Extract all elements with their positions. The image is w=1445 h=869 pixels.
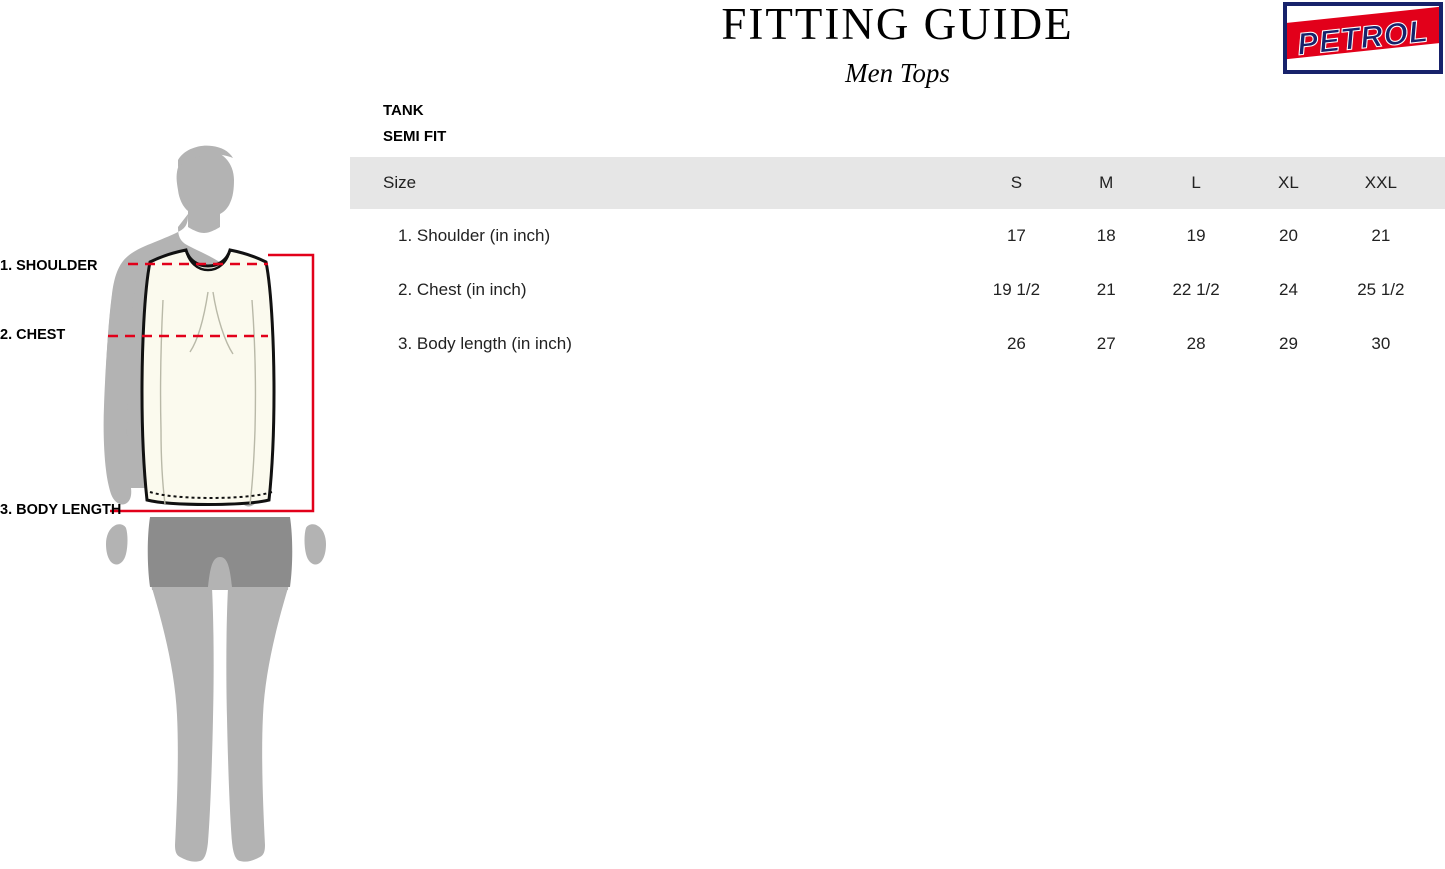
size-table (350, 157, 1445, 371)
row-label-shoulder: 1. Shoulder (in inch) (398, 226, 551, 245)
cell-shoulder-l: 19 (1186, 226, 1206, 245)
size-chart-panel (350, 98, 1445, 371)
table-header-xl: XL (1278, 173, 1299, 192)
cell-chest-l: 22 1/2 (1172, 280, 1220, 299)
callout-label-chest: 2. CHEST (0, 327, 66, 343)
table-row (350, 317, 1445, 371)
cell-body-length-l: 28 (1186, 334, 1206, 353)
cell-shoulder-m: 18 (1096, 226, 1116, 245)
table-header-size: Size (383, 173, 417, 192)
cell-shoulder-s: 17 (1006, 226, 1026, 245)
cell-chest-xl: 24 (1278, 280, 1298, 299)
cell-shoulder-xxl: 21 (1371, 226, 1391, 245)
tank-top-shape (142, 250, 274, 505)
page-subtitle: Men Tops (845, 58, 950, 88)
row-label-chest: 2. Chest (in inch) (398, 280, 527, 299)
cell-body-length-m: 27 (1096, 334, 1116, 353)
page-title: FITTING GUIDE (721, 0, 1074, 49)
table-header-m: M (1099, 173, 1114, 192)
table-row (350, 263, 1445, 317)
table-header-row (350, 157, 1445, 209)
garment-illustration (0, 0, 350, 864)
table-row (350, 209, 1445, 263)
garment-type-label: TANK (383, 102, 424, 119)
cell-body-length-xxl: 30 (1371, 334, 1391, 353)
mannequin-diagram (0, 0, 350, 864)
cell-chest-s: 19 1/2 (992, 280, 1041, 299)
table-header-xxl: XXL (1364, 173, 1397, 192)
table-header-s: S (1010, 173, 1023, 192)
table-header-l: L (1191, 173, 1201, 192)
petrol-logo (1283, 2, 1443, 74)
cell-body-length-xl: 29 (1278, 334, 1298, 353)
callout-label-body-length: 3. BODY LENGTH (0, 502, 122, 518)
cell-chest-m: 21 (1096, 280, 1116, 299)
garment-fit-label: SEMI FIT (383, 127, 447, 145)
logo-text: PETROL (1295, 13, 1431, 62)
callout-label-shoulder: 1. SHOULDER (0, 258, 98, 274)
cell-chest-xxl: 25 1/2 (1357, 280, 1405, 299)
cell-shoulder-xl: 20 (1278, 226, 1298, 245)
row-label-body-length: 3. Body length (in inch) (398, 334, 572, 353)
cell-body-length-s: 26 (1006, 334, 1026, 353)
